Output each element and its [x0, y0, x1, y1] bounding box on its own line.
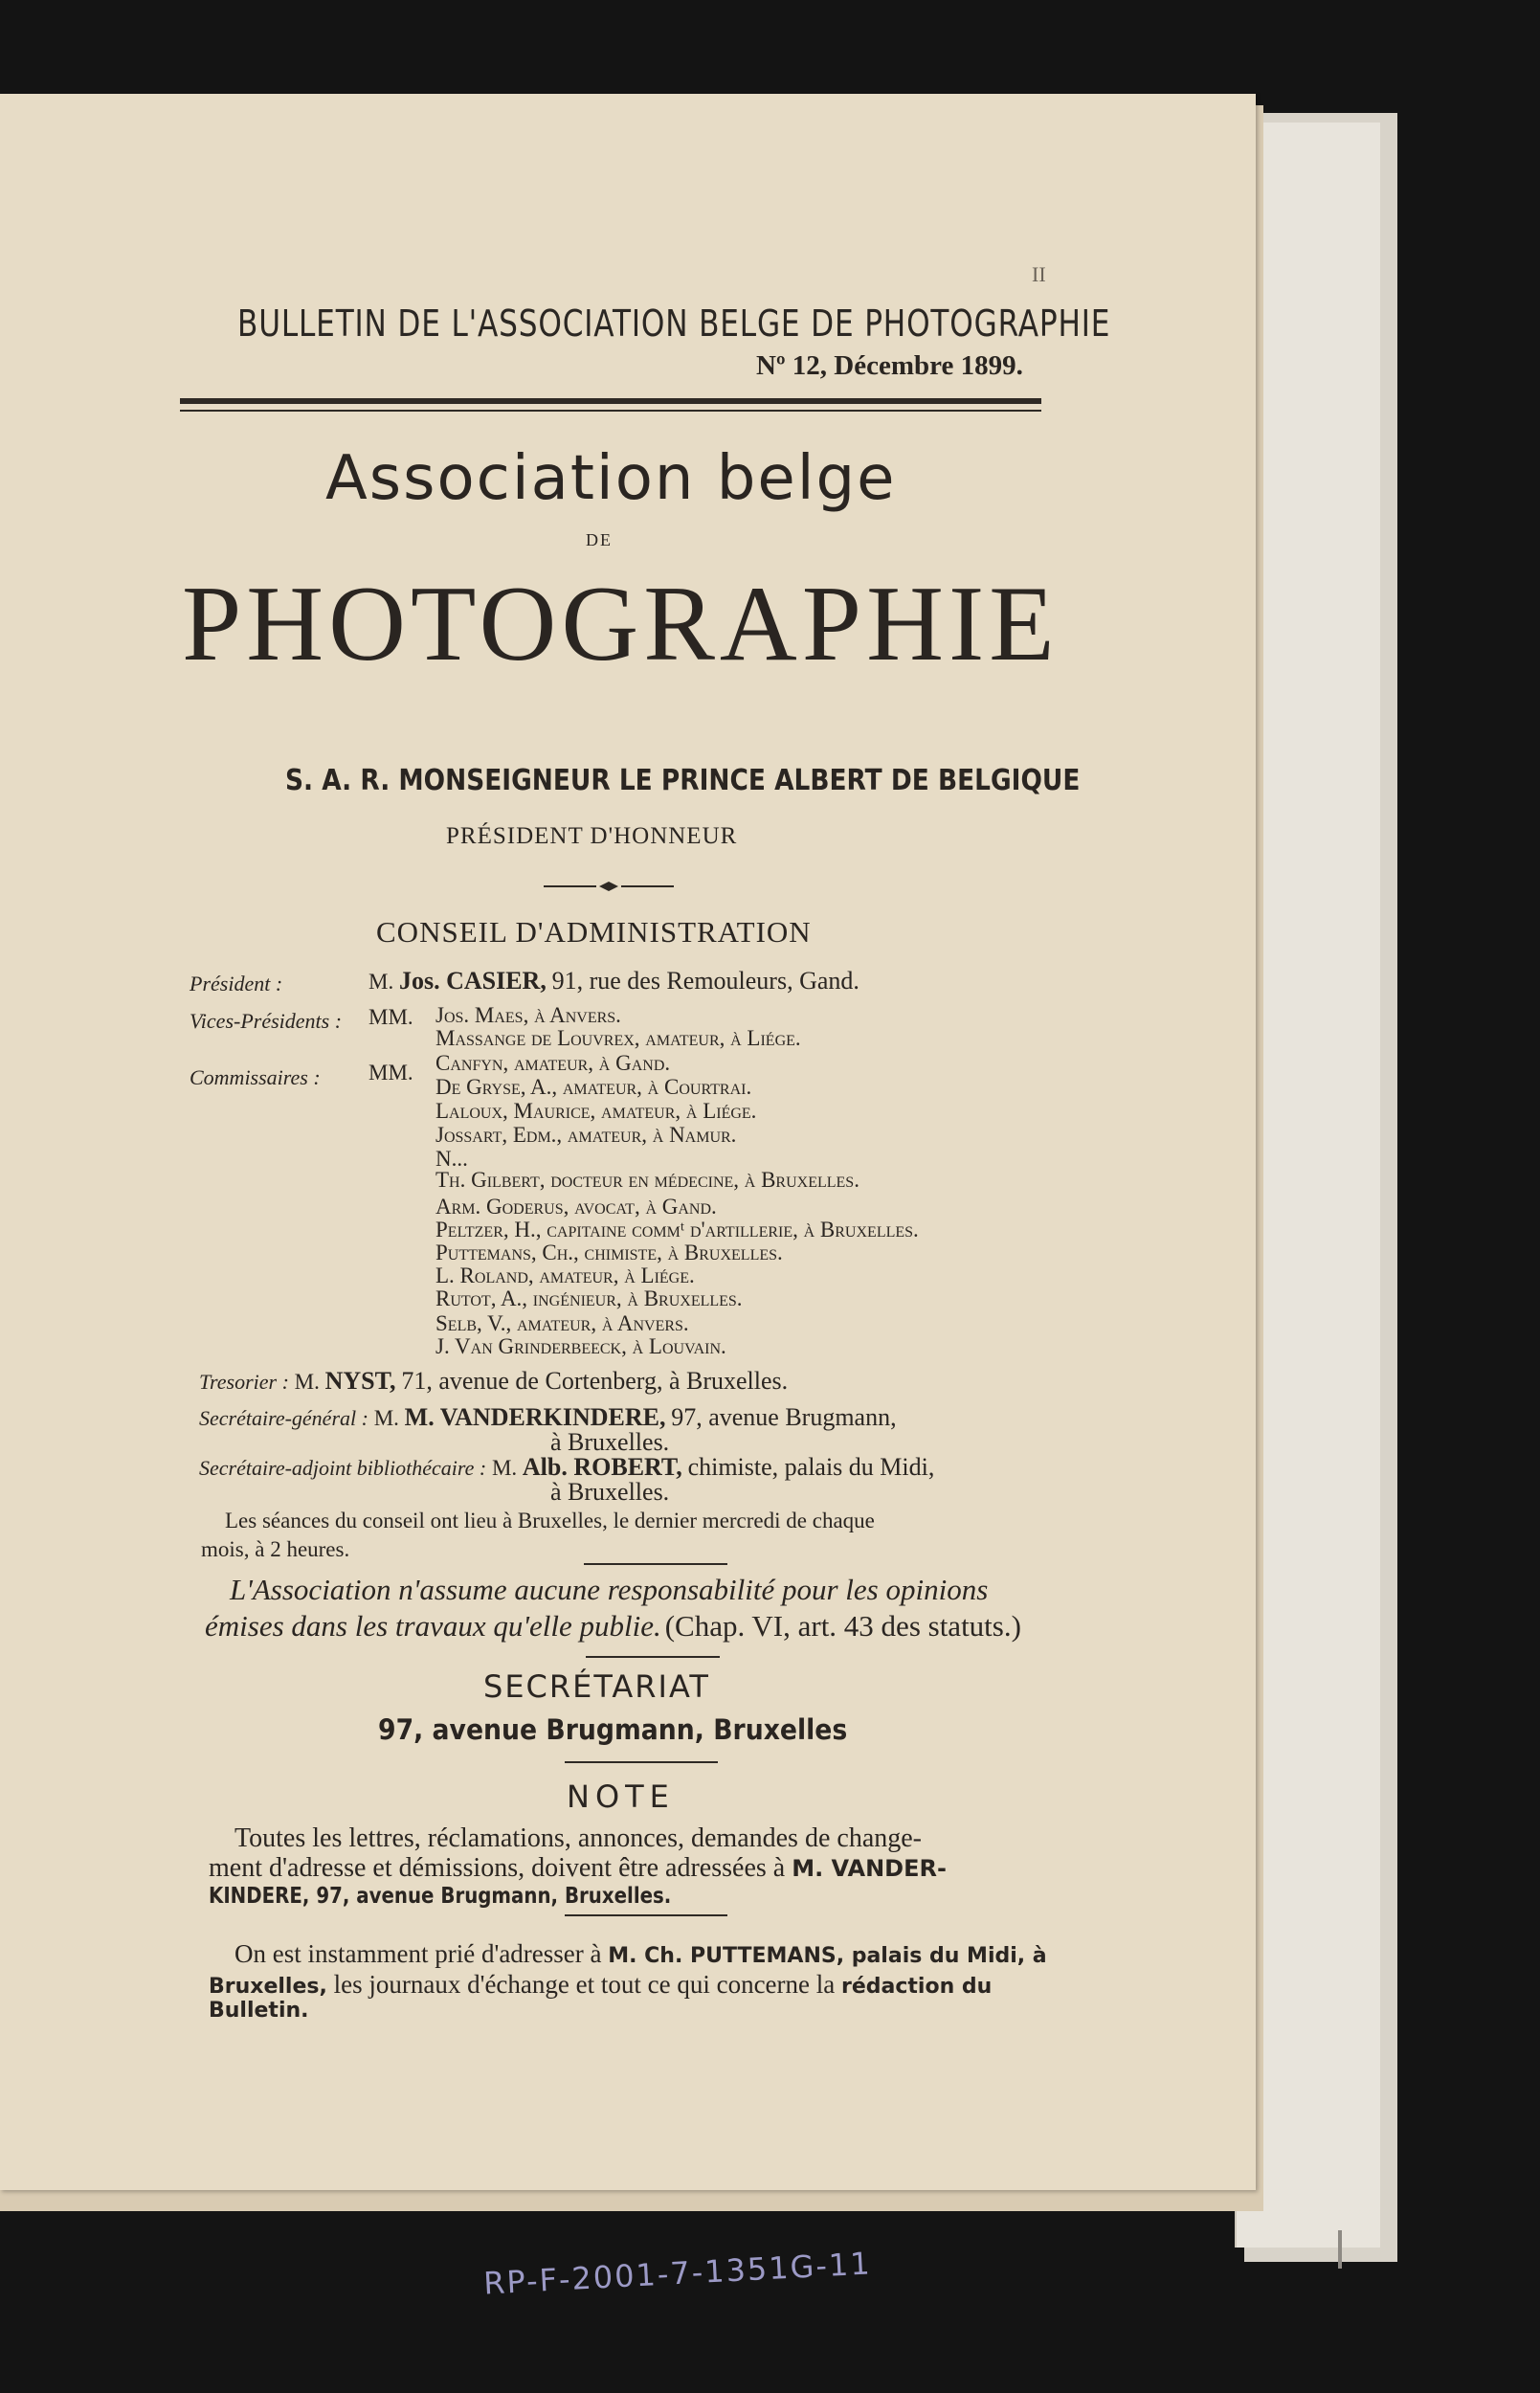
secretary-general-address: 97, avenue Brugmann, [671, 1403, 897, 1431]
note-heading: NOTE [567, 1778, 675, 1815]
masthead-photographie: PHOTOGRAPHIE [182, 565, 1060, 683]
header-rule-thin [180, 410, 1041, 412]
commissaire-item: Peltzer, H., capitaine commᵗ d'artillerie, à Bruxelles. [435, 1218, 919, 1241]
secretary-general-name: M. VANDERKINDERE, [404, 1403, 666, 1431]
president-name: Jos. CASIER, [398, 967, 547, 995]
secretary-general-title: M. [373, 1406, 399, 1430]
secretariat-heading: SECRÉTARIAT [483, 1668, 710, 1705]
note-extra-city: Bruxelles, [209, 1975, 327, 1999]
disclaimer-reference: (Chap. VI, art. 43 des statuts.) [664, 1609, 1021, 1643]
assistant-secretary-city: à Bruxelles. [550, 1478, 670, 1506]
ornament-divider [544, 881, 674, 892]
page-edge-mark [1338, 2230, 1342, 2269]
president-label: Président : [190, 972, 283, 995]
commissaire-item: J. Van Grinderbeeck, à Louvain. [435, 1334, 726, 1358]
assistant-secretary-name: Alb. ROBERT, [522, 1453, 682, 1481]
catalog-number: RP-F-2001-7-1351G-11 [482, 2245, 873, 2302]
vp-label: Vices-Présidents : [190, 1009, 343, 1033]
commissaire-item: Th. Gilbert, docteur en médecine, à Bruxelles. [435, 1168, 859, 1192]
vp-title: MM. [368, 1005, 413, 1029]
treasurer-name: NYST, [324, 1367, 396, 1395]
vp-2: Massange de Louvrex, amateur, à Liége. [435, 1026, 801, 1050]
treasurer-label: Tresorier : [199, 1370, 289, 1394]
council-heading: CONSEIL D'ADMINISTRATION [376, 915, 812, 949]
patron-name: S. A. R. MONSEIGNEUR LE PRINCE ALBERT DE BELGIQUE [285, 764, 1081, 797]
note-line3: KINDERE, 97, avenue Brugmann, Bruxelles. [209, 1884, 672, 1909]
note-extra-text: On est instamment prié d'adresser à [234, 1939, 602, 1968]
commissaires-title: MM. [368, 1061, 413, 1085]
commissaire-item: N... [435, 1147, 468, 1171]
commissaire-item: Jossart, Edm., amateur, à Namur. [435, 1123, 737, 1147]
treasurer-title: M. [294, 1370, 320, 1394]
separator [565, 1914, 727, 1916]
treasurer-entry [199, 1367, 788, 1396]
meetings-text-cont: mois, à 2 heures. [201, 1537, 350, 1561]
note-line2 [209, 1853, 947, 1884]
patron-role: PRÉSIDENT D'HONNEUR [446, 823, 738, 849]
secretary-general-entry [199, 1403, 897, 1432]
disclaimer-italic: émises dans les travaux qu'elle publie. [205, 1609, 661, 1643]
document-page [0, 94, 1256, 2302]
header-rule [180, 398, 1041, 404]
note-extra-redaction: rédaction du [841, 1975, 993, 1999]
disclaimer-line2 [205, 1609, 1021, 1644]
note-extra-line2 [209, 1970, 992, 2000]
assistant-secretary-label: Secrétaire-adjoint bibliothécaire : [199, 1456, 487, 1480]
commissaire-item: Laloux, Maurice, amateur, à Liége. [435, 1099, 757, 1123]
note-extra-line3: Bulletin. [209, 1999, 309, 2023]
masthead-de: DE [586, 530, 613, 549]
president-address: 91, rue des Remouleurs, Gand. [551, 967, 859, 995]
secretariat-address: 97, avenue Brugmann, Bruxelles [378, 1713, 848, 1746]
note-line2-name: M. VANDER- [792, 1855, 947, 1882]
assistant-secretary-address: chimiste, palais du Midi, [687, 1453, 935, 1481]
note-extra-text2: les journaux d'échange et tout ce qui concerne la [333, 1970, 836, 1999]
commissaires-label: Commissaires : [190, 1065, 321, 1089]
commissaire-item: De Gryse, A., amateur, à Courtrai. [435, 1075, 752, 1099]
separator [584, 1563, 727, 1565]
masthead-association: Association belge [325, 443, 897, 514]
bulletin-title: BULLETIN DE L'ASSOCIATION BELGE DE PHOTOGRAPHIE [237, 302, 1111, 345]
president-entry [368, 967, 859, 995]
disclaimer-line1: L'Association n'assume aucune responsabilité pour les opinions [230, 1573, 989, 1606]
commissaire-item: Canfyn, amateur, à Gand. [435, 1051, 671, 1075]
meetings-text: Les séances du conseil ont lieu à Bruxelles, le dernier mercredi de chaque [225, 1509, 875, 1532]
separator [565, 1761, 718, 1763]
page-marker: II [1032, 262, 1046, 286]
secretary-general-label: Secrétaire-général : [199, 1406, 368, 1430]
issue-number: Nº 12, Décembre 1899. [756, 350, 1023, 381]
assistant-secretary-title: M. [491, 1456, 518, 1480]
commissaire-item: Rutot, A., ingénieur, à Bruxelles. [435, 1286, 743, 1310]
commissaire-item: Puttemans, Ch., chimiste, à Bruxelles. [435, 1241, 783, 1264]
commissaire-item: Arm. Goderus, avocat, à Gand. [435, 1195, 717, 1219]
vp-1: Jos. Maes, à Anvers. [435, 1003, 621, 1027]
note-extra-name: M. Ch. PUTTEMANS, palais du Midi, à [608, 1944, 1047, 1968]
separator [586, 1656, 720, 1658]
note-line2-text: ment d'adresse et démissions, doivent être adressées à [209, 1853, 786, 1883]
president-title: M. [368, 970, 394, 994]
commissaire-item: Selb, V., amateur, à Anvers. [435, 1311, 689, 1335]
treasurer-address: 71, avenue de Cortenberg, à Bruxelles. [401, 1367, 789, 1395]
secretary-general-city: à Bruxelles. [550, 1428, 670, 1456]
commissaire-item: L. Roland, amateur, à Liége. [435, 1264, 695, 1287]
note-extra-line1 [234, 1939, 1047, 1969]
note-line1: Toutes les lettres, réclamations, annonces, demandes de change- [234, 1823, 922, 1853]
